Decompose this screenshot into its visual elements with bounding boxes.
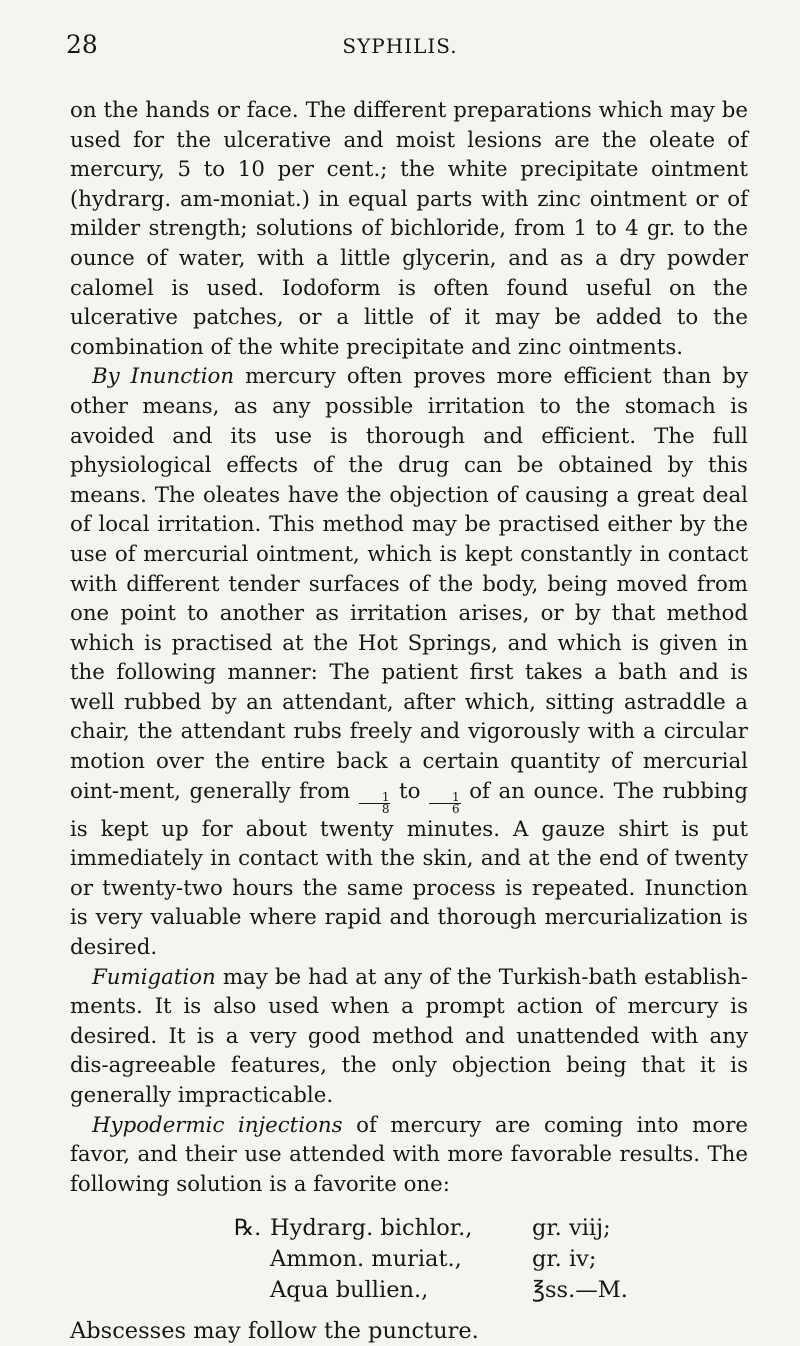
formula-drug: Hydrarg. bichlor.,	[270, 1215, 473, 1242]
page-header	[66, 30, 734, 70]
paragraph-inunction	[70, 362, 748, 962]
fraction-numerator: 1	[429, 792, 461, 804]
formula-dose: ℥ss.—M.	[532, 1277, 628, 1304]
paragraph-text: of mercury are coming into more favor, and their use attended with more favorable results. The following solution is a favorite one:	[70, 1112, 748, 1197]
section-lead-hypodermic: Hypodermic injections	[92, 1112, 343, 1138]
paragraph-hypodermic	[70, 1111, 748, 1200]
formula-row-spacer	[234, 1244, 270, 1275]
fraction-denominator: 6	[452, 801, 460, 816]
closing-sentence: Abscesses may follow the puncture.	[70, 1318, 479, 1345]
paragraph-text: may be had at any of the Turkish-bath establish-ments. It is also used when a prompt action of mercury is desired. It is a very good method and unattended with any dis-agreeable features, the only objection being that it is generally impracticable.	[70, 964, 748, 1108]
formula-row	[234, 1275, 748, 1306]
paragraph-topical-preparations	[70, 96, 748, 362]
formula-row	[234, 1244, 748, 1275]
paragraph-text: to	[399, 778, 421, 804]
prescription-formula	[70, 1213, 748, 1306]
formula-dose: gr. iv;	[532, 1246, 597, 1273]
running-title: SYPHILIS.	[342, 34, 458, 58]
formula-drug: Ammon. muriat.,	[270, 1246, 462, 1273]
page-number: 28	[66, 30, 98, 59]
fraction-one-sixth	[429, 789, 461, 816]
paragraph-text: mercury often proves more efficient than by other means, as any possible irritation to the stomach is avoided and its use is thorough and efficient. The full physiological effects of the drug can be obtained by this means. The oleates have the objection of causing a great deal of local irritation. This method may be practised either by the use of mercurial ointment, which is kept constantly in contact with different tender surfaces of the body, being moved from one point to another as irritation arises, or by that method which is practised at the Hot Springs, and which is given in the following manner: The patient first takes a bath and is well rubbed by an attendant, after which, sitting astraddle a chair, the attendant rubs freely and vigorously with a circular motion over the entire back a certain quantity of mercurial oint-ment, generally from	[70, 364, 748, 804]
formula-row-spacer	[234, 1275, 270, 1306]
fraction-one-eighth	[359, 789, 391, 816]
formula-row	[234, 1213, 748, 1244]
formula-dose: gr. viij;	[532, 1215, 611, 1242]
section-lead-inunction: By Inunction	[92, 364, 235, 390]
formula-drug: Aqua bullien.,	[270, 1277, 429, 1304]
paragraph-text: of an ounce. The rubbing is kept up for about twenty minutes. A gauze shirt is put immediately in contact with the skin, and at the end of twenty or twenty-two hours the same process is repeated. Inunction is very valuable where rapid and thorough mercurialization is desired.	[70, 778, 749, 961]
recipe-symbol: ℞.	[234, 1215, 262, 1242]
paragraph-text: on the hands or face. The different preparations which may be used for the ulcerative and moist lesions are the oleate of mercury, 5 to 10 per cent.; the white precipitate ointment (hydrarg. am-moniat.) in equal parts with zinc ointment or of milder strength; solutions of bichloride, from 1 to 4 gr. to the ounce of water, with a little glycerin, and as a dry powder calomel is used. Iodoform is often found useful on the ulcerative patches, or a little of it may be added to the combination of the white precipitate and zinc ointments.	[70, 98, 748, 360]
section-lead-fumigation: Fumigation	[92, 964, 216, 990]
paragraph-fumigation	[70, 963, 748, 1111]
fraction-numerator: 1	[359, 792, 391, 804]
fraction-denominator: 8	[381, 801, 390, 816]
body-text	[70, 96, 748, 1346]
